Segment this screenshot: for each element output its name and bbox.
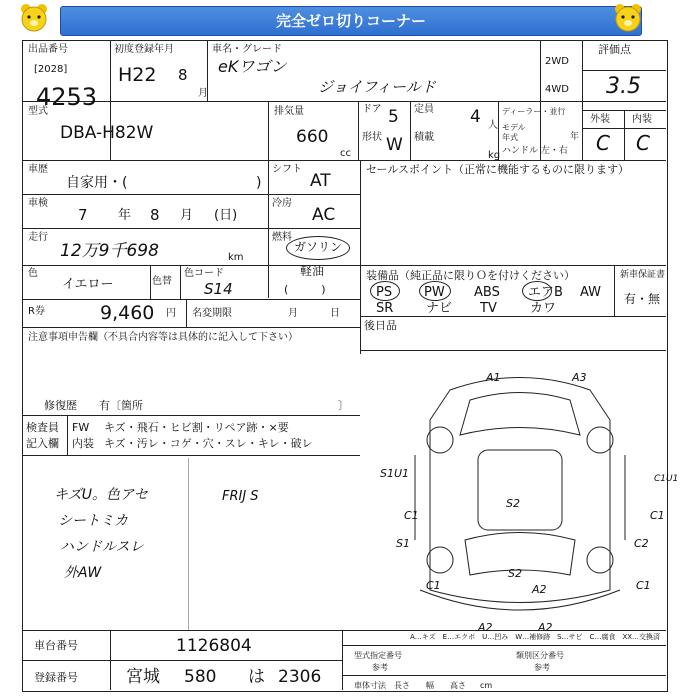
plate-kana: は [248,667,265,687]
inspector-int: 内装 [72,437,94,450]
plate-region: 宮城 [126,667,160,687]
diag-s2-roof: S2 [506,497,520,510]
name-change-label: 名変期限 [192,308,232,319]
equip-tv: TV [480,301,497,316]
chassis-value: 1126804 [176,636,252,656]
fuel-gas-circle [286,236,350,260]
inspector-label-1: 検査員 [26,421,59,434]
equip-airbag: エアB [528,285,563,300]
selling-label: セールスポイント（正常に機能するものに限ります） [366,163,630,176]
inspector-fw: FW [72,421,90,434]
history-label: 車歴 [28,164,48,175]
diag-s1: S1 [396,537,410,550]
capacity-value: 4 [470,107,481,127]
displacement-unit: cc [340,148,351,159]
lot-label: 出品番号 [28,44,68,55]
diag-c1-right: C1 [650,509,665,522]
displacement-value: 660 [296,127,329,147]
model-label: 型式 [28,106,48,117]
car-damage-diagram [380,360,660,630]
equip-pw: PW [424,285,445,300]
recycle-value: 有・無 [624,292,661,306]
car-label: 車名・グレード [212,44,282,55]
diag-a3-top: A3 [572,371,587,384]
dealer-year-label: 年式 [502,133,518,142]
color-code: S14 [204,280,233,298]
first-reg-month: 8 [178,66,188,84]
plate-number: 2306 [278,667,322,687]
aircon-label: 冷房 [272,198,292,209]
handnote-5: FRIJ S [222,489,259,504]
diag-s2-rear: S2 [508,567,522,580]
price-value: 9,460 [100,302,155,324]
color-change-label: 色替 [152,276,172,287]
doors-value: 5 [388,107,399,127]
price-unit: 円 [166,308,176,319]
dealer-year-unit: 年 [570,132,580,142]
diag-c1-left: C1 [404,509,419,522]
diag-c2: C2 [634,537,649,550]
load-unit: kg [488,150,501,161]
color-label: 色 [28,268,38,279]
fuel-diesel: 軽油 [300,264,325,278]
model-value: DBA-H82W [60,123,154,143]
plate-label: 登録番号 [34,671,78,684]
inspection-year-unit: 年 [118,208,132,223]
shift-value: AT [310,171,331,191]
diag-a2-rear: A2 [532,583,547,596]
shape-label: 形状 [362,132,382,143]
capacity-label: 定員 [414,104,434,115]
lot-sub: [2028] [34,64,68,75]
car-name: eKワゴン [218,57,287,76]
chassis-label: 車台番号 [34,639,78,652]
diag-a2-bottom-left: A2 [478,621,493,634]
mileage-label: 走行 [28,232,48,243]
fuel-gas: ガソリン [294,240,343,254]
footer-dims: 車体寸法 長さ 幅 高さ [354,681,466,690]
mileage-unit: km [228,252,244,263]
equip-leather: カワ [530,301,557,316]
diag-c1-rearright: C1 [636,579,651,592]
doors-label: ドア [362,104,382,115]
plate-class: 580 [184,667,217,687]
equip-ps-circle [370,281,400,301]
footer-ref2: 参考 [534,663,550,672]
inspection-month: 8 [150,206,160,224]
name-change-month: 月 [288,308,298,319]
inspector-int-items: キズ・汚レ・コゲ・穴・スレ・キレ・破レ [104,437,313,450]
equip-navi: ナビ [426,301,453,316]
equipment-label: 装備品（純正品に限りＯを付けください） [366,269,575,282]
load-label: 積載 [414,132,434,143]
grade-label: 評価点 [598,43,631,56]
lot-number: 4253 [36,83,98,111]
grade-int: C [636,131,650,155]
banner-title: 完全ゼロ切りコーナー [60,6,642,36]
inspection-label: 車検 [28,198,48,209]
diag-a1-top: A1 [486,371,501,384]
color-code-label: 色コード [184,268,224,279]
name-change-day: 日 [330,308,340,319]
handnote-3: ハンドルスレ [60,539,144,555]
equip-aw: AW [580,285,602,300]
inspection-month-unit: 月 [180,208,194,223]
bear-mascot-left-icon [18,2,50,34]
price-label: R券 [28,306,45,317]
history-close: ) [256,175,262,191]
dealer-label: ディーラー・並行 [502,107,566,116]
first-reg-month-unit: 月 [198,88,208,99]
dealer-handle: ハンドル 左・右 [502,146,568,156]
fuel-paren: ( ) [284,283,326,296]
equip-pw-circle [419,281,451,301]
inspector-label-2: 記入欄 [26,437,59,450]
color-value: イエロー [62,277,114,292]
first-reg-era: H22 [118,64,157,86]
equip-abs: ABS [474,285,500,300]
shift-label: シフト [272,164,302,175]
handnote-4: 外AW [64,565,102,581]
equip-airbag-circle [522,281,552,301]
inspector-fw-items: キズ・飛石・ヒビ割・リペア跡・×要 [104,421,289,434]
displacement-label: 排気量 [274,106,304,117]
bear-mascot-right-icon [612,2,644,34]
shape-value: W [386,135,403,155]
footer-ref: 参考 [372,663,388,672]
handnote-1: キズU。色アセ [54,487,148,503]
diag-s1u1: S1U1 [380,467,410,480]
history-value: 自家用・( [66,175,128,191]
equip-sr: SR [376,301,394,316]
diagram-legend: A…キズ E…エクボ U…凹み W…補修跡 S…サビ C…腐食 XX…交換済 [410,633,661,641]
repair-history: 修復歴 有〔箇所 [44,399,143,412]
recycle-label: 新車保証書 [620,270,666,280]
grade-ext-label: 外装 [590,114,610,125]
dealer-model-label: モデル [502,123,526,132]
diag-c1u1: C1U1 [654,474,679,484]
fuel-label: 燃料 [272,232,292,243]
footer-cm: cm [480,681,493,690]
diag-a2-bottom-right: A2 [538,621,553,634]
diag-c1-rearleft: C1 [426,579,441,592]
first-reg-label: 初度登録年月 [114,44,174,55]
footer-spec: 型式指定番号 [354,651,402,660]
grade-ext: C [596,131,610,155]
aircon-value: AC [312,205,336,225]
drive-2wd: 2WD [545,56,569,67]
repair-close: 〕 [338,399,349,412]
mileage-value: 12万9千698 [60,241,159,261]
grade-int-label: 内装 [632,114,652,125]
grade-score: 3.5 [606,74,641,99]
handnote-2: シートミカ [58,513,128,529]
inspection-day: (日) [214,208,238,223]
after-label: 後日品 [364,319,397,332]
notes-label: 注意事項申告欄（不具合内容等は具体的に記入して下さい） [28,332,298,343]
capacity-unit: 人 [488,120,498,131]
drive-4wd: 4WD [545,84,569,95]
equip-ps: PS [376,285,393,300]
footer-cls: 類別区分番号 [516,651,564,660]
inspection-year: 7 [78,206,88,224]
car-grade: ジョイフィールド [318,78,436,96]
